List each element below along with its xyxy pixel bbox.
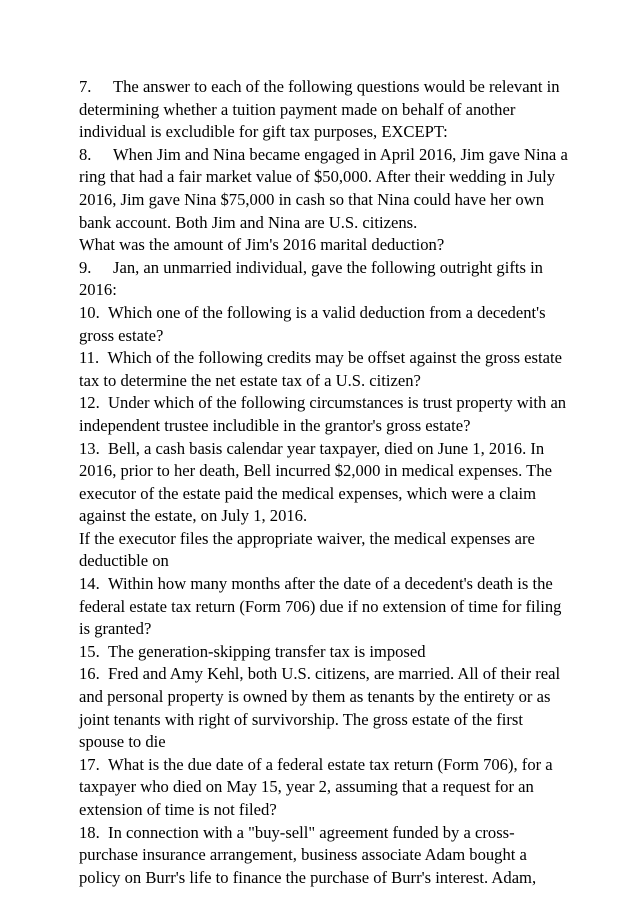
question-item xyxy=(79,438,569,528)
question-text: The generation-skipping transfer tax is imposed xyxy=(108,641,426,661)
question-number: 17. xyxy=(79,754,100,774)
question-text: What was the amount of Jim's 2016 marital deduction? xyxy=(79,235,445,255)
question-number: 12. xyxy=(79,393,100,413)
question-text: Which of the following credits may be offset against the gross estate tax to determine the net estate tax of a U.S. citizen? xyxy=(79,348,562,390)
question-number: 9. xyxy=(79,257,92,277)
question-item xyxy=(79,392,569,437)
question-item xyxy=(79,302,569,347)
question-number: 18. xyxy=(79,822,100,842)
question-text: Which one of the following is a valid deduction from a decedent's gross estate? xyxy=(79,302,546,345)
question-number: 11. xyxy=(79,348,100,368)
question-number: 14. xyxy=(79,574,100,594)
question-item xyxy=(79,144,569,234)
question-text: Under which of the following circumstances is trust property with an independent trustee includible in the grantor's gross estate? xyxy=(79,393,567,435)
question-text: When Jim and Nina became engaged in April 2016, Jim gave Nina a ring that had a fair market value of $50,000. After their wedding in July 2016, Jim gave Nina $75,000 in cash so that Nina could have her own bank account. Both Jim and Nina are U.S. citizens. xyxy=(79,144,568,232)
question-number: 16. xyxy=(79,664,100,684)
question-text: In connection with a "buy-sell" agreement funded by a cross-purchase insurance arrangement, business associate Adam bought a policy on Burr's life to finance the purchase of Burr's interest. Adam, xyxy=(79,822,537,887)
question-number: 10. xyxy=(79,302,100,322)
question-number: 13. xyxy=(79,438,100,458)
question-text: Within how many months after the date of a decedent's death is the federal estate tax return (Form 706) due if no extension of time for filing is granted? xyxy=(79,574,562,639)
question-item xyxy=(79,573,569,641)
question-item xyxy=(79,663,569,753)
question-text: The answer to each of the following questions would be relevant in determining whether a tuition payment made on behalf of another individual is excludible for gift tax purposes, EXCEPT: xyxy=(79,77,560,142)
question-number: 15. xyxy=(79,641,100,661)
question-text: Fred and Amy Kehl, both U.S. citizens, are married. All of their real and personal property is owned by them as tenants by the entirety or as joint tenants with right of survivorship. The gross estate of the first spouse to die xyxy=(79,664,561,752)
question-item xyxy=(79,754,569,822)
question-item xyxy=(79,76,569,144)
question-number: 7. xyxy=(79,77,92,96)
question-list xyxy=(79,76,569,889)
question-item xyxy=(79,528,569,573)
question-text: If the executor files the appropriate waiver, the medical expenses are deductible on xyxy=(79,528,535,571)
question-item xyxy=(79,641,569,664)
question-text: What is the due date of a federal estate tax return (Form 706), for a taxpayer who died on May 15, year 2, assuming that a request for an extension of time is not filed? xyxy=(79,754,553,819)
question-item xyxy=(79,822,569,890)
question-item xyxy=(79,347,569,392)
question-number: 8. xyxy=(79,144,92,164)
question-text: Bell, a cash basis calendar year taxpayer, died on June 1, 2016. In 2016, prior to her death, Bell incurred $2,000 in medical expenses. The executor of the estate paid the medical expenses, which were a claim against the estate, on July 1, 2016. xyxy=(79,438,552,526)
question-text: Jan, an unmarried individual, gave the following outright gifts in 2016: xyxy=(79,257,543,300)
question-item xyxy=(79,234,569,257)
question-item xyxy=(79,257,569,302)
